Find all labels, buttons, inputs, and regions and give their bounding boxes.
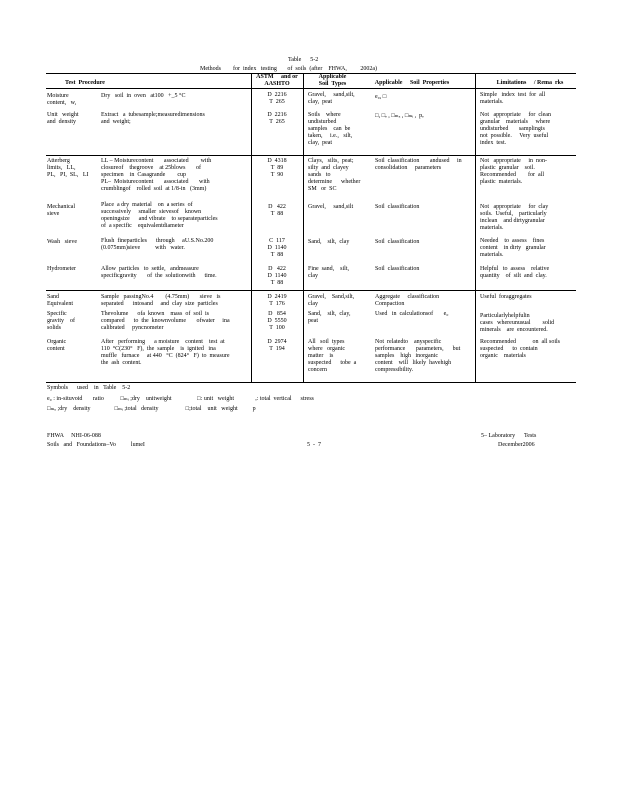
- symbols-line-2: □ₘₓ ;dry density □ₘᵢ ;total density □;total unit weight p: [47, 406, 256, 412]
- row-standards: D 4318 T 89 T 90: [267, 158, 287, 179]
- header-soil-types: Applicable Soil Types: [318, 74, 347, 87]
- row-soil-types: Gravel, sand,silt: [308, 204, 354, 210]
- row-limitations: Useful foraggregates: [480, 294, 532, 300]
- row-properties: □, □ₑ , □ₘₓ , □ₘᵢ , pₑ: [375, 113, 424, 119]
- row-standards: D 422 T 88: [268, 204, 286, 218]
- row-soil-types: Gravel, sand,silt, clay, peat: [308, 92, 355, 106]
- row-soil-types: Sand, silt, clay: [308, 239, 350, 245]
- row-limitations: Simple index test for all materials.: [480, 92, 546, 106]
- col-rule-2: [303, 73, 304, 382]
- row-procedure: Extract a tubesample;measuredimensions and weight;: [101, 112, 205, 126]
- footer-page-number: 5 - 7: [307, 442, 321, 448]
- row-limitations: Not appropriate for clean granular materials where undisturbed samplingis not possible. Very useful index test.: [480, 112, 551, 147]
- row-procedure: Sample passingNo.4 (4.75mm) sieve is separated intosand and clay size particles: [101, 294, 221, 308]
- footer-date: December2006: [498, 442, 535, 448]
- row-limitations: Needed to assess fines content in dirty granular materials.: [480, 238, 546, 259]
- row-soil-types: Fine sand, silt, clay: [308, 266, 350, 280]
- row-properties: Soil classification andused in consolidation parameters: [375, 158, 462, 172]
- row-standards: D 2216 T 265: [267, 112, 287, 126]
- row-standards: C 117 D 1140 T 88: [267, 238, 287, 259]
- row-procedure: Allow particles to settle, andmeasure specificgravity of the solutionwith time.: [101, 266, 217, 280]
- header-soil-properties: Applicable Soil Properties: [374, 80, 450, 86]
- row-soil-types: All soil types where organic matter is suspected tobe a concern: [308, 339, 357, 374]
- row-properties: Soil classification: [375, 239, 420, 245]
- row-standards: D 2974 T 194: [267, 339, 287, 353]
- row-soil-types: Soils where undisturbed samples can be taken, i.e., silt, clay, peat: [308, 112, 353, 147]
- row-limitations: Not appropriate for clay soils. Useful, particularly inclean and dirtygranular materials.: [480, 204, 549, 232]
- row-procedure: Flush fineparticles through aU.S.No.200 (0.075mm)sieve with water.: [101, 238, 214, 252]
- row-name: Atterberg limits, LL, PL, PI, SL, LI: [47, 158, 89, 179]
- row-soil-types: Sand, silt, clay, peat: [308, 311, 351, 325]
- col-rule-3: [475, 73, 476, 382]
- row-procedure: Thevolume ofa known mass of soil is compared to the knownvolume ofwater ina calibrated pyncnometer: [101, 311, 230, 332]
- row-name: Wash sieve: [47, 239, 78, 245]
- header-test-procedure: Test Procedure: [65, 80, 105, 86]
- symbols-line-1: e₀ : in-situvoid ratio □ₘᵢ ;dry unitweight □: unit weight ₒ: total vertical stress: [47, 396, 314, 402]
- row-properties: Used in calculationsof e₀: [375, 311, 449, 317]
- row-name: Organic content: [47, 339, 67, 353]
- table-bottom-rule: [46, 382, 576, 383]
- header-astm-aashto: ASTM and or AASHTO: [256, 74, 298, 87]
- row-standards: D 2216 T 265: [267, 92, 287, 106]
- row-procedure: Dry soil in oven at100 +_5 °C: [101, 93, 186, 99]
- row-name: Mechanical sieve: [47, 204, 75, 218]
- row-soil-types: Clays, silts, peat; silty and clayey sands to determine whether SM or SC: [308, 158, 361, 193]
- table-number: Table 5-2: [288, 57, 319, 63]
- row-limitations: Particularlyhelpfulin cases whereunusual solid minerals are encountered.: [480, 313, 555, 334]
- header-bottom-rule: [46, 88, 576, 89]
- row-name: Unit weight and density: [47, 112, 79, 126]
- row-procedure: After performing a moisture content test at 110 °C(230° F), the sample is ignited ina muffle furnace at 440 °C (824° F) to measure the ash content.: [101, 339, 230, 367]
- row-properties: e₀, □: [375, 94, 387, 100]
- row-name: Specific gravity of solids: [47, 311, 75, 332]
- footer-chapter: 5– Laboratory Tests: [481, 433, 537, 439]
- row-procedure: Place a dry material on a series of successively smaller sievesof known openingsize and vibrate to separateparticles of a specific equivalentdiameter: [101, 202, 218, 230]
- section-rule-2: [46, 290, 576, 291]
- section-rule-1: [46, 155, 576, 156]
- row-name: Moisture content, w,: [47, 93, 77, 107]
- row-limitations: Not appropriate in non- plastic granular soil. Recommended for all plastic materials.: [480, 158, 547, 186]
- row-procedure: LL – Moisturecontent associated with closureof thegroove at 25blows of specimen in Casagrande cup PL– Moisturecontent associated with crumblingof rolled soil at 1/8-in (3mm): [101, 158, 212, 193]
- row-properties: Not relatedto anyspecific performance parameters, but samples high inorganic content will likely havehigh compressibility.: [375, 339, 461, 374]
- symbols-heading: Symbols used in Table 5-2: [47, 385, 131, 391]
- row-standards: D 2419 T 176: [267, 294, 287, 308]
- footer-doc-id: FHWA NHI-06-088: [47, 433, 101, 439]
- row-name: Sand Equivalent: [47, 294, 73, 308]
- row-name: Hydrometer: [47, 266, 76, 272]
- header-limitations: Limitations / Rema rks: [496, 80, 564, 86]
- row-standards: D 854 D 5550 T 100: [267, 311, 287, 332]
- row-properties: Soil classification: [375, 204, 420, 210]
- row-soil-types: Gravel, Sand,silt, clay: [308, 294, 355, 308]
- row-properties: Aggregate classification Compaction: [375, 294, 440, 308]
- row-limitations: Helpful to assess relative quantity of silt and clay.: [480, 266, 550, 280]
- row-standards: D 422 D 1140 T 88: [267, 266, 287, 287]
- row-properties: Soil classification: [375, 266, 420, 272]
- row-limitations: Recommended on all soils suspected to contain organic materials: [480, 339, 560, 360]
- table-title: Methods for index testing of soils (after FHWA, 2002a): [200, 66, 377, 72]
- footer-doc-title: Soils and Foundations–Vo lumeI: [47, 442, 145, 448]
